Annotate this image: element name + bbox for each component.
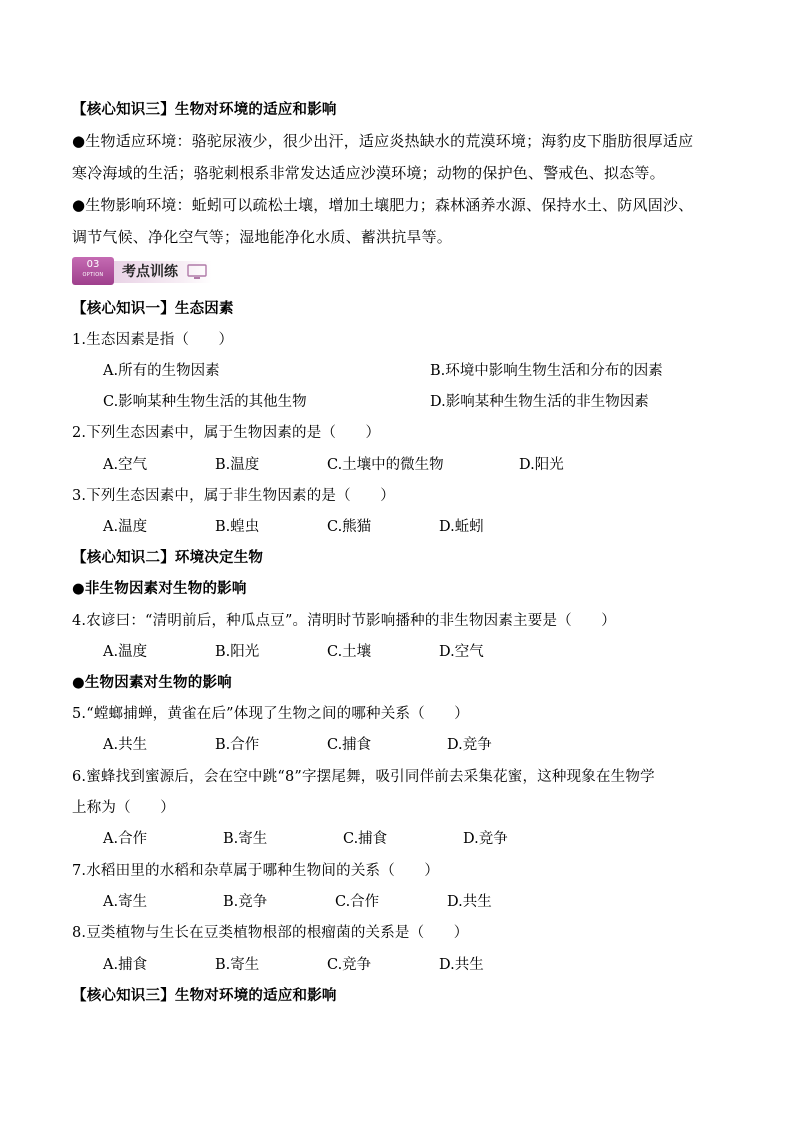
q6-option-b: B.寄生: [223, 831, 268, 847]
q8-option-d: D.共生: [439, 957, 484, 973]
subheading-biotic: ●生物因素对生物的影响: [72, 675, 232, 691]
q1-option-b: B.环境中影响生物生活和分布的因素: [430, 363, 663, 379]
q4-option-c: C.土壤: [327, 644, 372, 660]
q2-option-a: A.空气: [103, 457, 148, 473]
q5-option-c: C.捕食: [327, 737, 372, 753]
monitor-icon: [187, 264, 207, 280]
q8-option-b: B.寄生: [215, 957, 260, 973]
q7-option-b: B.竞争: [223, 894, 268, 910]
q3-option-a: A.温度: [103, 519, 148, 535]
question-4: 4.农谚曰：“清明前后，种瓜点豆”。清明时节影响播种的非生物因素主要是（ ）: [72, 613, 616, 629]
q1-option-a: A.所有的生物因素: [103, 363, 220, 379]
q6-option-a: A.合作: [103, 831, 148, 847]
badge-label: 考点训练: [122, 264, 178, 280]
badge-number: 03: [86, 259, 100, 270]
question-5: 5.“螳螂捕蝉，黄雀在后”体现了生物之间的哪种关系（ ）: [72, 706, 469, 722]
subheading-abiotic: ●非生物因素对生物的影响: [72, 581, 247, 597]
question-6-line-1: 6.蜜蜂找到蜜源后，会在空中跳“8”字摆尾舞，吸引同伴前去采集花蜜，这种现象在生物学: [72, 769, 655, 785]
question-6-line-2: 上称为（ ）: [72, 800, 175, 816]
badge-number-block: [72, 257, 114, 285]
badge-subtitle: OPTION: [82, 272, 104, 278]
q4-option-a: A.温度: [103, 644, 148, 660]
practice-section-badge: [72, 255, 222, 289]
influence-bullet-line-1: ●生物影响环境：蚯蚓可以疏松土壤，增加土壤肥力；森林涵养水源、保持水土、防风固沙、: [72, 196, 694, 214]
section-heading-knowledge-2: 【核心知识二】环境决定生物: [72, 550, 264, 566]
q3-option-b: B.蝗虫: [215, 519, 260, 535]
q1-option-c: C.影响某种生物生活的其他生物: [103, 394, 307, 410]
q6-option-d: D.竞争: [463, 831, 508, 847]
question-1: 1.生态因素是指（ ）: [72, 332, 234, 348]
question-8: 8.豆类植物与生长在豆类植物根部的根瘤菌的关系是（ ）: [72, 925, 469, 941]
question-3: 3.下列生态因素中，属于非生物因素的是（ ）: [72, 488, 395, 504]
section-heading-knowledge-3: 【核心知识三】生物对环境的适应和影响: [72, 102, 337, 118]
question-7: 7.水稻田里的水稻和杂草属于哪种生物间的关系（ ）: [72, 863, 440, 879]
section-heading-knowledge-1: 【核心知识一】生态因素: [72, 301, 234, 317]
q3-option-d: D.蚯蚓: [439, 519, 484, 535]
q4-option-d: D.空气: [439, 644, 484, 660]
section-heading-knowledge-3-bottom: 【核心知识三】生物对环境的适应和影响: [72, 988, 337, 1004]
adaptation-bullet-line-1: ●生物适应环境：骆驼尿液少，很少出汗，适应炎热缺水的荒漠环境；海豹皮下脂肪很厚适应: [72, 132, 694, 150]
q8-option-a: A.捕食: [103, 957, 148, 973]
q1-option-d: D.影响某种生物生活的非生物因素: [430, 394, 649, 410]
q2-option-b: B.温度: [215, 457, 260, 473]
q3-option-c: C.熊猫: [327, 519, 372, 535]
q7-option-a: A.寄生: [103, 894, 148, 910]
badge-label-block: [114, 261, 212, 283]
question-2: 2.下列生态因素中，属于生物因素的是（ ）: [72, 425, 381, 441]
q6-option-c: C.捕食: [343, 831, 388, 847]
q8-option-c: C.竞争: [327, 957, 372, 973]
influence-bullet-line-2: 调节气候、净化空气等；湿地能净化水质、蓄洪抗旱等。: [72, 228, 453, 246]
q2-option-c: C.土壤中的微生物: [327, 457, 444, 473]
adaptation-bullet-line-2: 寒冷海域的生活；骆驼刺根系非常发达适应沙漠环境；动物的保护色、警戒色、拟态等。: [72, 164, 665, 182]
q5-option-d: D.竞争: [447, 737, 492, 753]
q7-option-d: D.共生: [447, 894, 492, 910]
q7-option-c: C.合作: [335, 894, 380, 910]
q2-option-d: D.阳光: [519, 457, 564, 473]
q4-option-b: B.阳光: [215, 644, 260, 660]
q5-option-b: B.合作: [215, 737, 260, 753]
q5-option-a: A.共生: [103, 737, 148, 753]
